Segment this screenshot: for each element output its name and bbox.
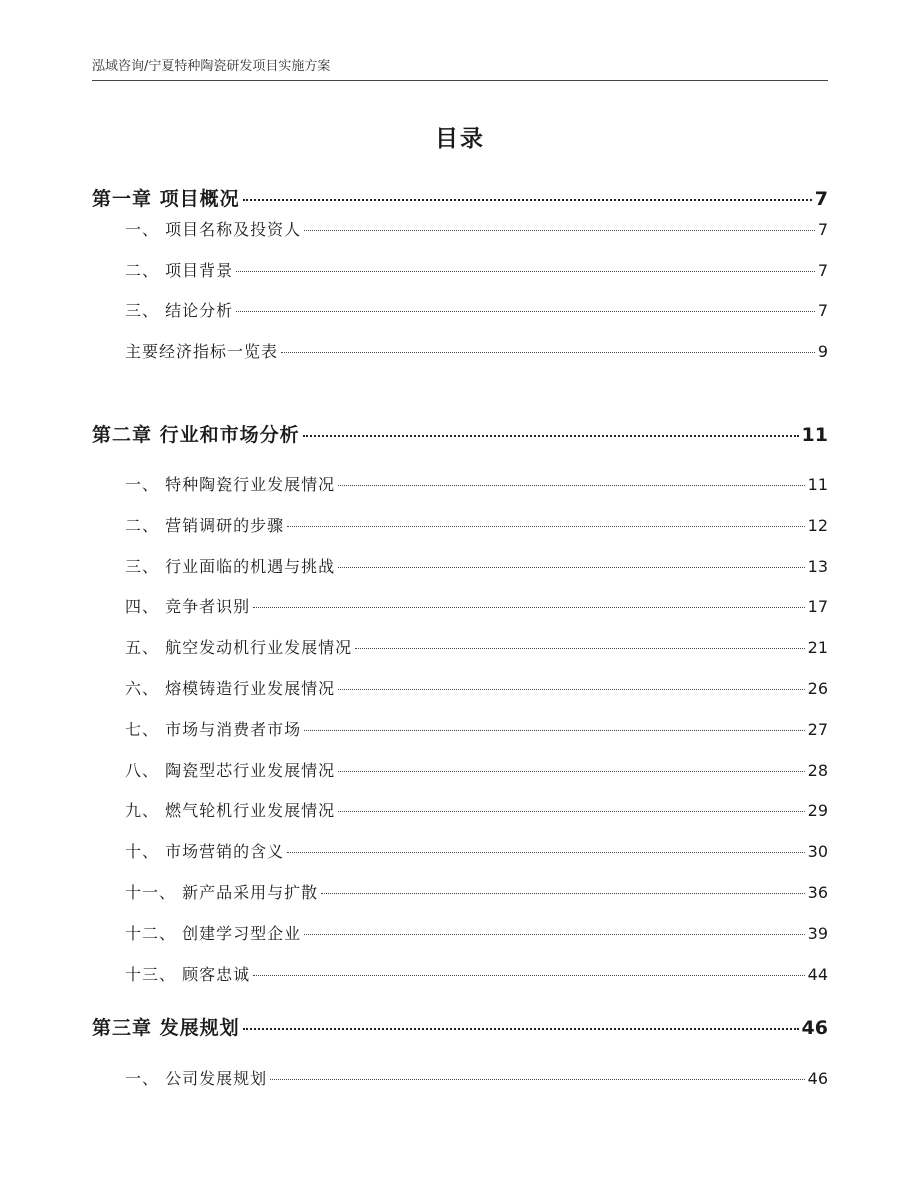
toc-page-number: 7 — [817, 301, 828, 321]
dot-leader — [287, 526, 805, 527]
toc-page-number: 11 — [801, 424, 828, 446]
toc-section-entry[interactable] — [92, 717, 828, 740]
toc-page-number: 26 — [807, 679, 828, 698]
dot-leader — [270, 1079, 805, 1080]
toc-entry-label: 一、 项目名称及投资人 — [125, 220, 302, 239]
dot-leader — [243, 1028, 799, 1030]
toc-page-number: 12 — [807, 515, 828, 535]
toc-entry-label: 三、 结论分析 — [125, 301, 234, 321]
toc-title: 目录 — [435, 126, 485, 152]
dot-leader — [304, 934, 805, 935]
dot-leader — [253, 607, 805, 608]
toc-entry-label: 一、 特种陶瓷行业发展情况 — [125, 475, 336, 494]
toc-section-entry[interactable] — [92, 472, 828, 495]
toc-section-entry[interactable] — [92, 1066, 828, 1089]
toc-section-entry[interactable] — [92, 298, 828, 321]
toc-entry-label: 八、 陶瓷型芯行业发展情况 — [125, 760, 336, 780]
toc-entry-label: 二、 营销调研的步骤 — [125, 515, 285, 535]
dot-leader — [253, 975, 805, 976]
dot-leader — [303, 435, 799, 437]
toc-page-number: 7 — [817, 220, 828, 239]
toc-page-number: 7 — [814, 188, 828, 210]
toc-entry-label: 主要经济指标一览表 — [125, 342, 279, 362]
toc-section-entry[interactable] — [92, 758, 828, 781]
toc-page-number: 36 — [807, 883, 828, 902]
toc-section-entry[interactable] — [92, 339, 828, 362]
toc-entry-label: 第一章 项目概况 — [92, 188, 240, 210]
toc-chapter-entry[interactable] — [92, 1013, 828, 1040]
toc-entry-label: 第三章 发展规划 — [92, 1017, 240, 1039]
toc-page-number: 46 — [807, 1069, 828, 1088]
toc-section-entry[interactable] — [92, 798, 828, 821]
toc-section-entry[interactable] — [92, 513, 828, 536]
toc-page-number: 13 — [807, 556, 828, 576]
dot-leader — [287, 852, 805, 853]
toc-page-number: 7 — [817, 260, 828, 280]
dot-leader — [321, 893, 805, 894]
header-rule — [92, 80, 828, 81]
toc-page-number: 44 — [807, 964, 828, 984]
toc-section-entry[interactable] — [92, 839, 828, 862]
toc-chapter-entry[interactable] — [92, 184, 828, 211]
toc-section-entry[interactable] — [92, 962, 828, 985]
dot-leader — [338, 771, 805, 772]
toc-section-entry[interactable] — [92, 676, 828, 699]
toc-entry-label: 六、 熔模铸造行业发展情况 — [125, 679, 336, 698]
toc-entry-label: 二、 项目背景 — [125, 260, 234, 280]
toc-page-number: 21 — [807, 638, 828, 658]
toc-entry-label: 十三、 顾客忠诚 — [125, 964, 251, 984]
toc-entry-label: 十一、 新产品采用与扩散 — [125, 883, 319, 902]
dot-leader — [236, 271, 815, 272]
toc-section-entry[interactable] — [92, 635, 828, 658]
toc-page-number: 9 — [817, 342, 828, 362]
toc-section-entry[interactable] — [92, 217, 828, 240]
toc-section-entry[interactable] — [92, 554, 828, 577]
toc-page-number: 39 — [807, 923, 828, 943]
toc-page-number: 11 — [807, 475, 828, 494]
toc-section-entry[interactable] — [92, 594, 828, 617]
dot-leader — [338, 567, 805, 568]
toc-page-number: 30 — [807, 842, 828, 862]
running-header: 泓域咨询/宁夏特种陶瓷研发项目实施方案 — [92, 59, 331, 74]
toc-page-number: 17 — [807, 597, 828, 617]
dot-leader — [355, 648, 805, 649]
toc-section-entry[interactable] — [92, 921, 828, 944]
dot-leader — [281, 352, 815, 353]
toc-entry-label: 四、 竞争者识别 — [125, 597, 251, 617]
dot-leader — [338, 689, 805, 690]
dot-leader — [304, 730, 805, 731]
toc-entry-label: 十、 市场营销的含义 — [125, 842, 285, 862]
toc-entry-label: 第二章 行业和市场分析 — [92, 424, 300, 446]
toc-entry-label: 十二、 创建学习型企业 — [125, 923, 302, 943]
dot-leader — [338, 811, 805, 812]
toc-page-number: 29 — [807, 801, 828, 821]
toc-page-number: 27 — [807, 719, 828, 739]
toc-entry-label: 五、 航空发动机行业发展情况 — [125, 638, 353, 658]
toc-entry-label: 三、 行业面临的机遇与挑战 — [125, 556, 336, 576]
dot-leader — [304, 230, 815, 231]
toc-entry-label: 九、 燃气轮机行业发展情况 — [125, 801, 336, 821]
dot-leader — [236, 311, 815, 312]
dot-leader — [243, 199, 812, 201]
toc-page-number: 28 — [807, 760, 828, 780]
toc-section-entry[interactable] — [92, 258, 828, 281]
dot-leader — [338, 485, 805, 486]
toc-chapter-entry[interactable] — [92, 420, 828, 447]
toc-entry-label: 七、 市场与消费者市场 — [125, 719, 302, 739]
toc-page-number: 46 — [801, 1017, 828, 1039]
toc-section-entry[interactable] — [92, 880, 828, 903]
toc-entry-label: 一、 公司发展规划 — [125, 1069, 268, 1088]
